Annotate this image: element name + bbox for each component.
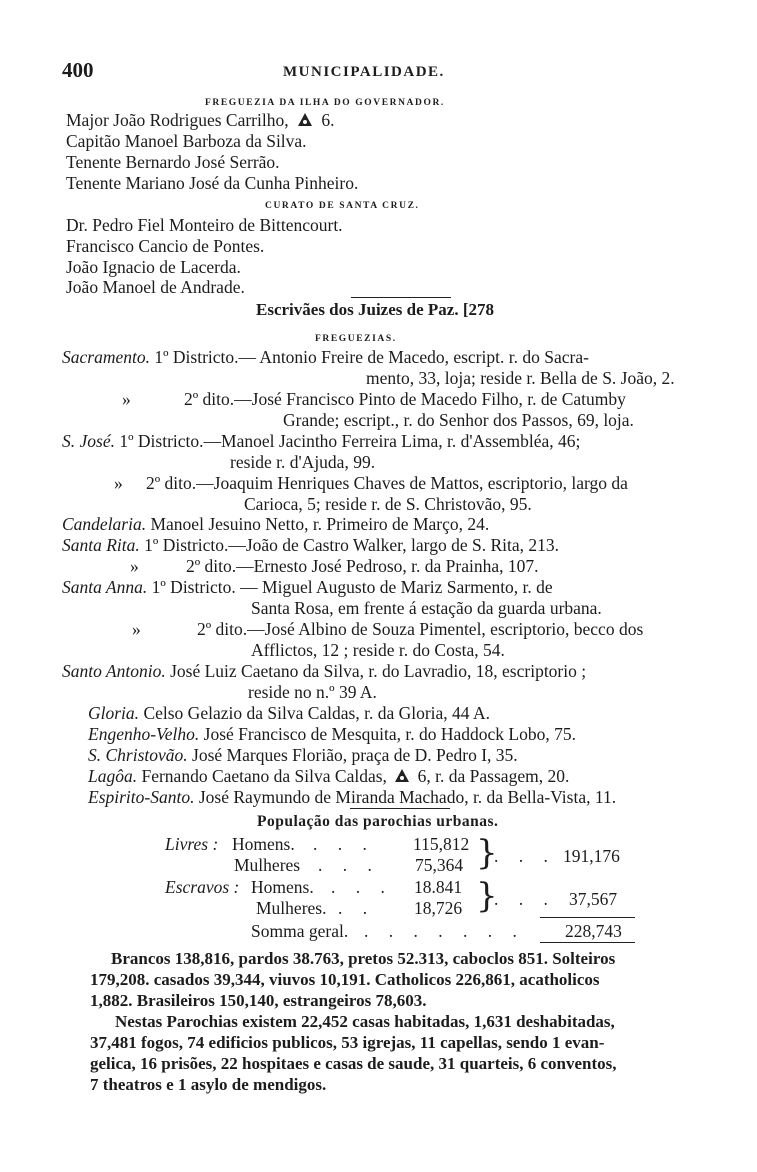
entry-sao-jose-1: S. José. 1º Districto.—Manoel Jacintho Ferreira Lima, r. d'Assembléa, 46;	[62, 431, 581, 451]
list-item: João Manoel de Andrade.	[66, 277, 245, 297]
entry-continuation: reside r. d'Ajuda, 99.	[230, 452, 376, 472]
entry-santa-rita-1: Santa Rita. 1º Districto.—João de Castro Walker, largo de S. Rita, 213.	[62, 535, 559, 555]
paragraph-line: Nestas Parochias existem 22,452 casas habitadas, 1,631 deshabitadas,	[115, 1012, 615, 1031]
paragraph-line: 7 theatros e 1 asylo de mendigos.	[90, 1075, 327, 1094]
entry-gloria: Gloria. Celso Gelazio da Silva Caldas, r. da Gloria, 44 A.	[88, 703, 490, 723]
brace: }	[476, 876, 498, 916]
homens-label: Homens.	[232, 834, 295, 854]
leader-dots: . . .	[318, 855, 380, 875]
paragraph-line: 37,481 fogos, 74 edificios publicos, 53 igrejas, 11 capellas, sendo 1 evan-	[90, 1033, 605, 1052]
freemason-symbol-icon	[394, 768, 410, 788]
section-heading-freguezias: FREGUEZIAS.	[315, 334, 397, 344]
leader-dots: . .	[338, 898, 376, 918]
list-item: Francisco Cancio de Pontes.	[66, 236, 265, 256]
homens-label: Homens.	[251, 877, 314, 897]
section-heading-curato: CURATO DE SANTA CRUZ.	[265, 201, 420, 211]
ditto-mark: »	[122, 389, 131, 409]
entry-santo-antonio: Santo Antonio. José Luiz Caetano da Silva, r. do Lavradio, 18, escriptorio ;	[62, 661, 587, 681]
freemason-symbol-icon	[297, 112, 313, 132]
escravos-total-value: 37,567	[569, 889, 618, 909]
divider	[350, 808, 450, 809]
entry-sao-christovao: S. Christovão. José Marques Florião, praça de D. Pedro I, 35.	[88, 745, 518, 765]
entry-sacramento-2: 2º dito.—José Francisco Pinto de Macedo Filho, r. de Catumby	[184, 389, 626, 409]
brace: }	[476, 833, 498, 873]
population-title: População das parochias urbanas.	[257, 813, 499, 830]
entry-lagoa: Lagôa. Fernando Caetano da Silva Caldas, 6, r. da Passagem, 20.	[88, 766, 570, 786]
leader-dots: . . .	[494, 889, 556, 909]
leader-dots: . . .	[313, 834, 375, 854]
entry-continuation: mento, 33, loja; reside r. Bella de S. João, 2.	[366, 368, 675, 388]
livres-label: Livres :	[165, 834, 219, 854]
entry-continuation: reside no n.º 39 A.	[248, 682, 377, 702]
homens-free-value: 115,812	[413, 834, 470, 854]
leader-dots: . . .	[494, 846, 556, 866]
entry-sao-jose-2: 2º dito.—Joaquim Henriques Chaves de Mattos, escriptorio, largo da	[146, 473, 628, 493]
ditto-mark: »	[130, 556, 139, 576]
list-item: Tenente Mariano José da Cunha Pinheiro.	[66, 173, 359, 193]
entry-continuation: Carioca, 5; reside r. de S. Christovão, 95.	[244, 494, 532, 514]
mulheres-free-value: 75,364	[415, 855, 464, 875]
page-number: 400	[62, 58, 94, 82]
ditto-mark: »	[132, 619, 141, 639]
homens-slave-value: 18.841	[414, 877, 463, 897]
ditto-mark: »	[114, 473, 123, 493]
entry-santa-anna-1: Santa Anna. 1º Districto. — Miguel Augusto de Mariz Sarmento, r. de	[62, 577, 553, 597]
section-heading-governador: FREGUEZIA DA ILHA DO GOVERNADOR.	[205, 98, 445, 108]
entry-continuation: Afflictos, 12 ; reside r. do Costa, 54.	[251, 640, 505, 660]
leader-dots: . . . . . . .	[364, 921, 525, 941]
somma-total-value: 228,743	[565, 921, 622, 941]
livres-total-value: 191,176	[563, 846, 620, 866]
page-title: MUNICIPALIDADE.	[283, 64, 445, 80]
entry-continuation: Santa Rosa, em frente á estação da guarda urbana.	[251, 598, 602, 618]
paragraph-line: 1,882. Brasileiros 150,140, estrangeiros 78,603.	[90, 991, 427, 1010]
paragraph-line: Brancos 138,816, pardos 38.763, pretos 52.313, caboclos 851. Solteiros	[111, 949, 616, 968]
mulheres-label: Mulheres.	[256, 898, 327, 918]
mulheres-slave-value: 18,726	[414, 898, 463, 918]
somma-label: Somma geral.	[251, 921, 349, 941]
list-item: João Ignacio de Lacerda.	[66, 257, 241, 277]
entry-engenho-velho: Engenho-Velho. José Francisco de Mesquita, r. do Haddock Lobo, 75.	[88, 724, 576, 744]
sum-rule	[540, 917, 635, 918]
paragraph-line: 179,208. casados 39,344, viuvos 10,191. Catholicos 226,861, acatholicos	[90, 970, 600, 989]
entry-santa-rita-2: 2º dito.—Ernesto José Pedroso, r. da Prainha, 107.	[186, 556, 539, 576]
list-item: Tenente Bernardo José Serrão.	[66, 152, 280, 172]
list-item: Dr. Pedro Fiel Monteiro de Bittencourt.	[66, 215, 343, 235]
list-item: Major João Rodrigues Carrilho, 6.	[66, 110, 335, 130]
list-item: Capitão Manoel Barboza da Silva.	[66, 131, 307, 151]
escravos-label: Escravos :	[165, 877, 240, 897]
section-title-escrivaes: Escrivães dos Juizes de Paz. [278	[256, 300, 494, 319]
entry-sacramento-1: Sacramento. 1º Districto.— Antonio Freire de Macedo, escript. r. do Sacra-	[62, 347, 589, 367]
entry-candelaria: Candelaria. Manoel Jesuino Netto, r. Primeiro de Março, 24.	[62, 514, 490, 534]
entry-continuation: Grande; escript., r. do Senhor dos Passos, 69, loja.	[283, 410, 634, 430]
entry-santa-anna-2: 2º dito.—José Albino de Souza Pimentel, escriptorio, becco dos	[197, 619, 644, 639]
paragraph-line: gelica, 16 prisões, 22 hospitaes e casas de saude, 31 quarteis, 6 conventos,	[90, 1054, 617, 1073]
divider	[351, 297, 451, 298]
sum-rule	[540, 942, 635, 943]
entry-espirito-santo: Espirito-Santo. José Raymundo de Miranda Machado, r. da Bella-Vista, 11.	[88, 787, 617, 807]
leader-dots: . . .	[331, 877, 393, 897]
mulheres-label: Mulheres	[234, 855, 301, 875]
